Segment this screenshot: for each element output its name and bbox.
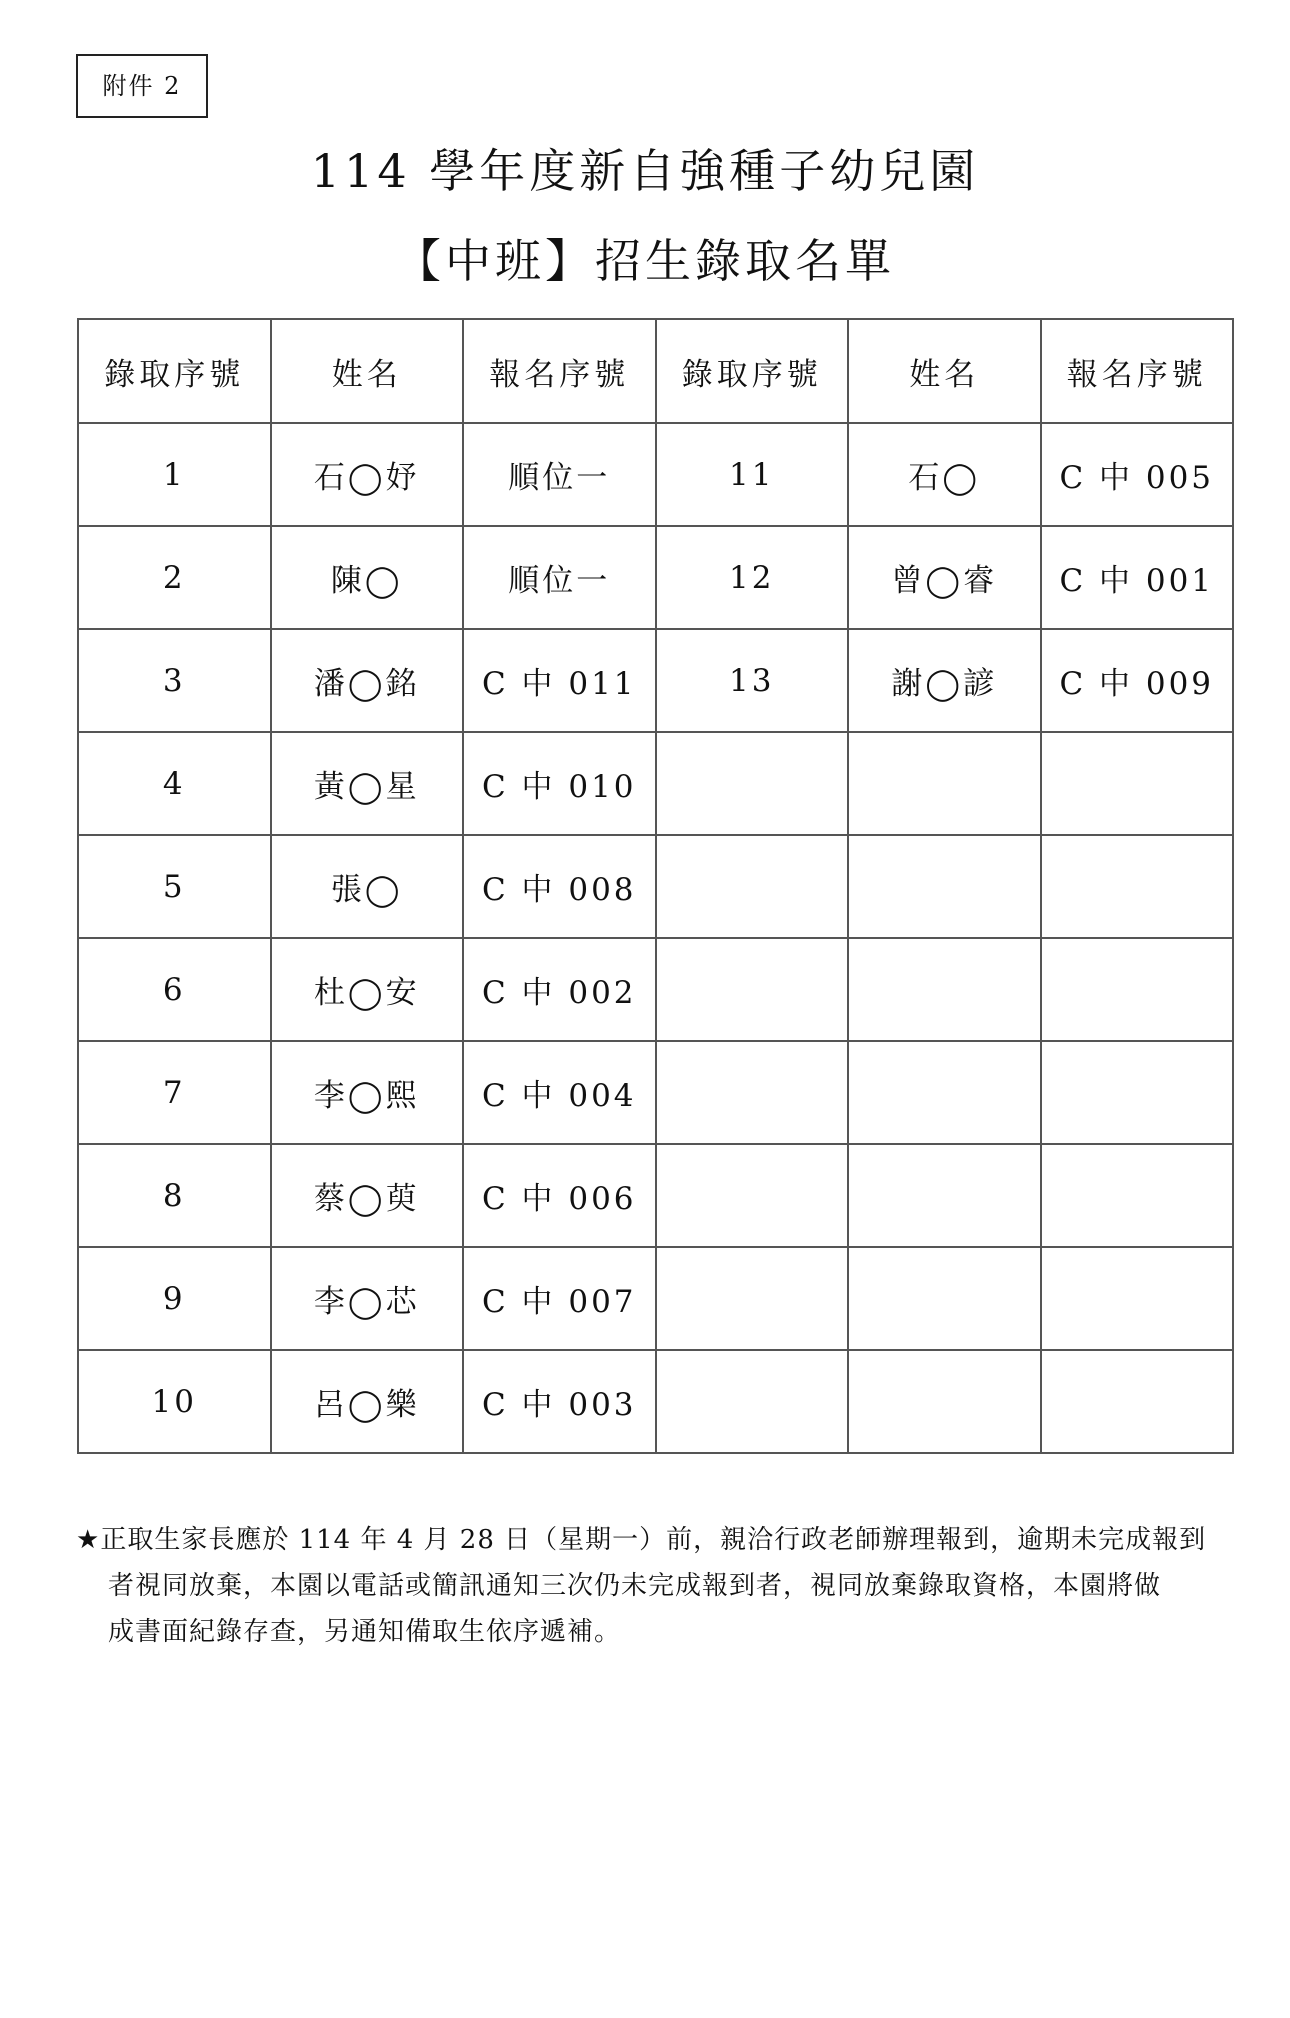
table-cell: 曾◯睿 (848, 526, 1041, 629)
table-cell: C 中 003 (463, 1350, 656, 1453)
attachment-label: 附件 2 (76, 54, 208, 118)
table-row (78, 629, 1233, 732)
header-registration-no: 報名序號 (1041, 319, 1234, 423)
table-cell: 蔡◯萸 (271, 1144, 464, 1247)
document-title: 114 學年度新自強種子幼兒園 (310, 144, 980, 198)
table-cell: 11 (656, 423, 849, 526)
table-cell: 石◯ (848, 423, 1041, 526)
table-row (78, 1247, 1233, 1350)
table-cell: 黃◯星 (271, 732, 464, 835)
table-cell (656, 835, 849, 938)
star-icon: ★ (76, 1525, 101, 1555)
header-name: 姓名 (848, 319, 1041, 423)
table-cell (848, 1350, 1041, 1453)
table-cell: C 中 010 (463, 732, 656, 835)
admission-list-table (77, 318, 1234, 1454)
table-cell (656, 938, 849, 1041)
table-cell (1041, 835, 1234, 938)
table-cell: C 中 005 (1041, 423, 1234, 526)
table-cell (848, 938, 1041, 1041)
table-cell: 13 (656, 629, 849, 732)
table-cell (848, 1144, 1041, 1247)
table-cell: 呂◯樂 (271, 1350, 464, 1453)
table-row (78, 938, 1233, 1041)
table-cell (656, 1247, 849, 1350)
table-cell: C 中 007 (463, 1247, 656, 1350)
table-row (78, 423, 1233, 526)
document-subtitle: 【中班】招生錄取名單 (395, 234, 895, 288)
table-cell: 2 (78, 526, 271, 629)
notice-line-1 (76, 1517, 1256, 1563)
table-row (78, 1144, 1233, 1247)
table-cell (656, 1350, 849, 1453)
table-row (78, 526, 1233, 629)
table-cell: 8 (78, 1144, 271, 1247)
table-row (78, 835, 1233, 938)
notice-text-2: 者視同放棄，本園以電話或簡訊通知三次仍未完成報到者，視同放棄錄取資格，本園將做 (108, 1571, 1162, 1601)
table-cell: 杜◯安 (271, 938, 464, 1041)
table-cell: 6 (78, 938, 271, 1041)
table-cell: 張◯ (271, 835, 464, 938)
table-cell (1041, 1041, 1234, 1144)
table-cell (1041, 1350, 1234, 1453)
table-cell (1041, 938, 1234, 1041)
table-cell: 7 (78, 1041, 271, 1144)
table-cell (1041, 732, 1234, 835)
table-cell (656, 1041, 849, 1144)
table-cell: C 中 009 (1041, 629, 1234, 732)
table-row (78, 732, 1233, 835)
header-admission-no: 錄取序號 (656, 319, 849, 423)
table-cell: C 中 008 (463, 835, 656, 938)
table-cell: C 中 001 (1041, 526, 1234, 629)
table-cell: C 中 002 (463, 938, 656, 1041)
notice-text-3: 成書面紀錄存查，另通知備取生依序遞補。 (108, 1617, 622, 1647)
table-cell: 順位一 (463, 526, 656, 629)
table-cell (848, 1041, 1041, 1144)
table-cell (848, 732, 1041, 835)
table-cell: 3 (78, 629, 271, 732)
notice-text-1: 正取生家長應於 114 年 4 月 28 日（星期一）前，親洽行政老師辦理報到，逾期未完成報到 (100, 1525, 1207, 1555)
table-cell: 9 (78, 1247, 271, 1350)
table-cell (848, 1247, 1041, 1350)
table-cell: 1 (78, 423, 271, 526)
table-cell (848, 835, 1041, 938)
table-cell: 謝◯諺 (848, 629, 1041, 732)
table-cell: 5 (78, 835, 271, 938)
registration-notice (76, 1517, 1256, 1655)
table-cell: 10 (78, 1350, 271, 1453)
table-row (78, 1041, 1233, 1144)
table-cell: 陳◯ (271, 526, 464, 629)
table-row (78, 1350, 1233, 1453)
table-cell (1041, 1144, 1234, 1247)
table-cell: 順位一 (463, 423, 656, 526)
table-cell (656, 1144, 849, 1247)
table-cell: 潘◯銘 (271, 629, 464, 732)
table-cell: 李◯芯 (271, 1247, 464, 1350)
table-cell (656, 732, 849, 835)
header-name: 姓名 (271, 319, 464, 423)
table-cell: 石◯妤 (271, 423, 464, 526)
table-cell: C 中 004 (463, 1041, 656, 1144)
header-admission-no: 錄取序號 (78, 319, 271, 423)
header-registration-no: 報名序號 (463, 319, 656, 423)
table-cell: C 中 011 (463, 629, 656, 732)
table-header-row (78, 319, 1233, 423)
table-cell: 12 (656, 526, 849, 629)
table-cell: C 中 006 (463, 1144, 656, 1247)
table-cell (1041, 1247, 1234, 1350)
table-cell: 4 (78, 732, 271, 835)
table-cell: 李◯熙 (271, 1041, 464, 1144)
